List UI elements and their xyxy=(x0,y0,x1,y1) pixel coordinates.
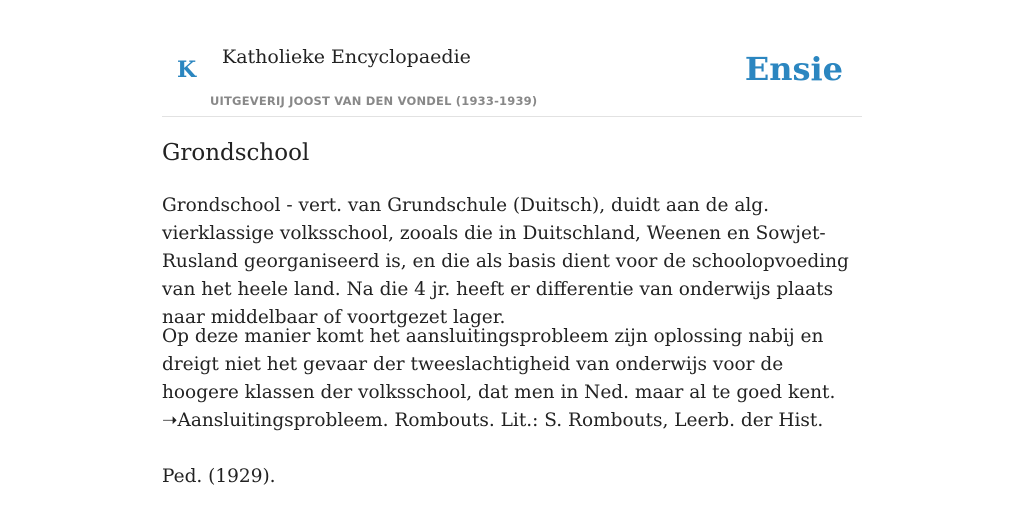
ensie-brand-logo[interactable]: Ensie xyxy=(744,50,843,88)
article-paragraph-2 xyxy=(162,323,862,435)
page-container xyxy=(162,0,862,487)
encyclopedia-logo[interactable]: K xyxy=(177,57,197,83)
cross-reference-link[interactable]: ➝Aansluitingsprobleem. xyxy=(162,410,389,431)
article-paragraph-1: Grondschool - vert. van Grundschule (Duitsch), duidt aan de alg. vierklassige volksschool, zooals die in Duitschland, Weenen en Sowjet-Rusland georganiseerd is, en die als basis dient voor de schoolopvoeding van het heele land. Na die 4 jr. heeft er differentie van onderwijs plaats naar middelbaar of voortgezet lager. xyxy=(162,195,849,328)
paragraph-2-text-end: Rombouts. Lit.: S. Rombouts, Leerb. der Hist. xyxy=(388,410,824,431)
encyclopedia-title-link[interactable]: Katholieke Encyclopaedie xyxy=(222,46,471,68)
article-paragraph-3: Ped. (1929). xyxy=(162,466,276,487)
article-title: Grondschool xyxy=(162,140,310,166)
site-header xyxy=(162,0,862,117)
publisher-subtitle: UITGEVERIJ JOOST VAN DEN VONDEL (1933-1939) xyxy=(210,94,538,108)
paragraph-2-text: Op deze manier komt het aansluitingsprobleem zijn oplossing nabij en dreigt niet het gevaar der tweeslachtigheid van onderwijs voor de hoogere klassen der volksschool, dat men in Ned. maar al te goed kent. xyxy=(162,326,836,403)
